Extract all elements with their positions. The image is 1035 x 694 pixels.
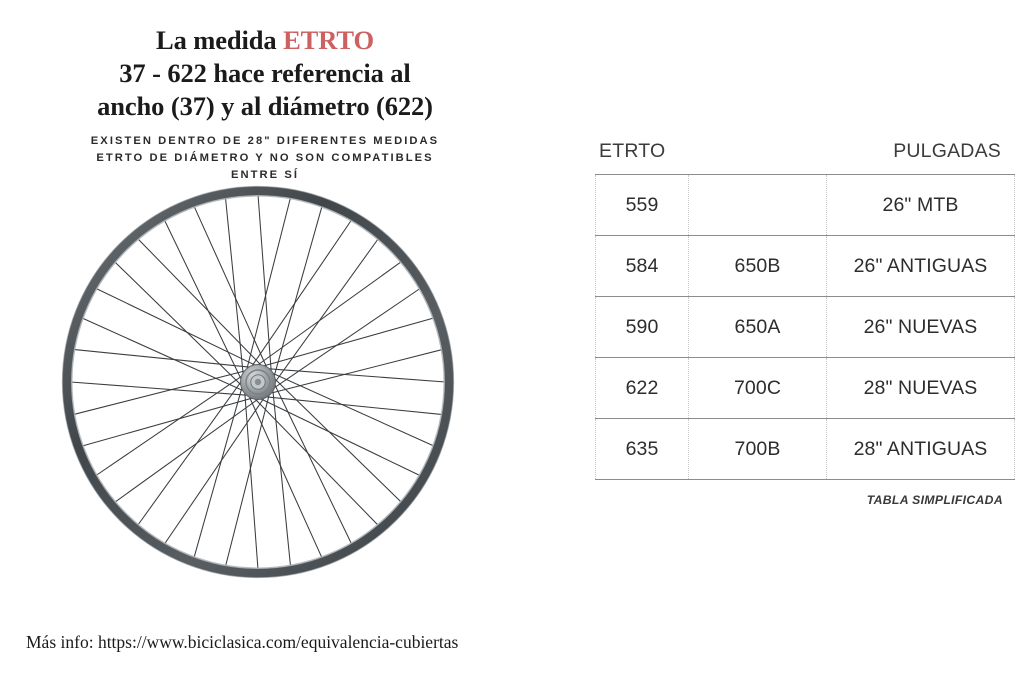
subtitle-line-1: EXISTEN DENTRO DE 28" DIFERENTES MEDIDAS	[90, 135, 440, 147]
subtitle	[18, 133, 512, 184]
subtitle-line-2: ETRTO DE DIÁMETRO Y NO SON COMPATIBLES	[96, 152, 434, 165]
wheel-spoke	[273, 387, 291, 566]
table-body	[596, 175, 1015, 480]
table-header-row	[595, 142, 1005, 174]
cell-code: 700B	[689, 419, 827, 480]
bicycle-wheel-illustration	[58, 182, 458, 582]
wheel-spoke	[164, 220, 242, 382]
cell-code: 700C	[689, 358, 827, 419]
cell-code	[689, 175, 827, 236]
cell-code: 650A	[689, 297, 827, 358]
cell-etrto: 590	[596, 297, 689, 358]
cell-inches: 28" NUEVAS	[827, 358, 1015, 419]
headline-line-2: 37 - 622 hace referencia al	[119, 57, 411, 88]
wheel-spoke	[270, 372, 434, 446]
table-row	[596, 175, 1015, 236]
table-footnote: TABLA SIMPLIFICADA	[866, 493, 1003, 507]
cell-inches: 26" MTB	[827, 175, 1015, 236]
table-row	[596, 297, 1015, 358]
table-row	[596, 419, 1015, 480]
cell-etrto: 559	[596, 175, 689, 236]
cell-inches: 28" ANTIGUAS	[827, 419, 1015, 480]
cell-inches: 26" ANTIGUAS	[827, 236, 1015, 297]
wheel-spoke	[96, 288, 258, 366]
wheel-spoke	[274, 382, 352, 544]
subtitle-line-3: ENTRE SÍ	[231, 169, 299, 182]
headline-text-prefix: La medida	[156, 25, 284, 55]
wheel-spoke	[248, 394, 322, 558]
cell-inches: 26" NUEVAS	[827, 297, 1015, 358]
table-row	[596, 358, 1015, 419]
wheel-spoke	[261, 318, 435, 367]
cell-etrto: 635	[596, 419, 689, 480]
page-title	[18, 24, 512, 123]
wheel-spoke	[194, 206, 268, 370]
bicycle-wheel-svg	[58, 182, 458, 582]
cell-code: 650B	[689, 236, 827, 297]
wheel-spoke	[82, 318, 246, 392]
wheel-spoke	[225, 197, 243, 376]
equivalence-table-panel	[595, 142, 1005, 507]
table-header-pulgadas: PULGADAS	[893, 140, 1001, 162]
headline-line-3: ancho (37) y al diámetro (622)	[97, 90, 433, 121]
wheel-hub	[241, 365, 276, 400]
wheel-spoke	[258, 398, 420, 476]
source-url-note: Más info: https://www.biciclasica.com/equivalencia-cubiertas	[26, 632, 459, 652]
wheel-spoke	[82, 397, 256, 446]
wheel-spoke	[73, 349, 252, 367]
wheel-spoke	[263, 397, 442, 415]
cell-etrto: 622	[596, 358, 689, 419]
headline-accent-etrto: ETRTO	[283, 25, 374, 55]
table-row	[596, 236, 1015, 297]
headline-line-1	[18, 24, 512, 57]
cell-etrto: 584	[596, 236, 689, 297]
wheel-spoke	[273, 206, 322, 380]
wheel-spoke	[194, 385, 243, 559]
table-header-etrto: ETRTO	[599, 140, 666, 162]
etrto-equivalence-table	[595, 174, 1015, 480]
